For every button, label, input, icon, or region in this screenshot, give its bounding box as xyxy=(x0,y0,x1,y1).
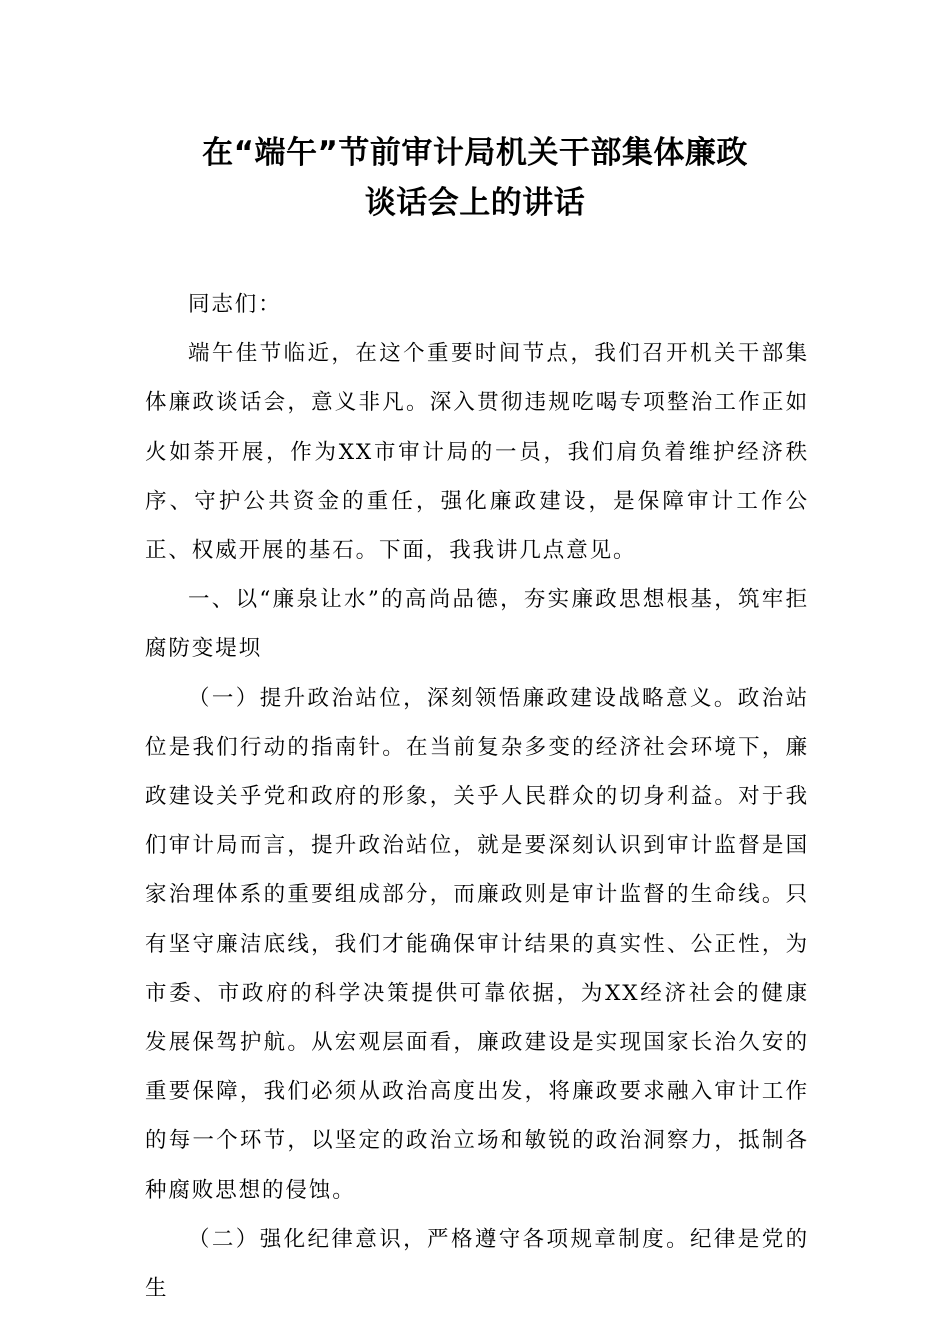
document-body xyxy=(145,280,809,1313)
title-line-2: 谈话会上的讲话 xyxy=(364,185,586,221)
salutation: 同志们： xyxy=(188,292,282,317)
title-line-1: 在“端午”节前审计局机关干部集体廉政 xyxy=(202,135,748,171)
paragraph-subsection-1: （一）提升政治站位，深刻领悟廉政建设战略意义。政治站位是我们行动的指南针。在当前复杂多变的经济社会环境下，廉政建设关乎党和政府的形象，关乎人民群众的切身利益。对于我们审计局而言，提升政治站位，就是要深刻认识到审计监督是国家治理体系的重要组成部分，而廉政则是审计监督的生命线。只有坚守廉洁底线，我们才能确保审计结果的真实性、公正性，为市委、市政府的科学决策提供可靠依据，为XX经济社会的健康发展保驾护航。从宏观层面看，廉政建设是实现国家长治久安的重要保障，我们必须从政治高度出发，将廉政要求融入审计工作的每一个环节，以坚定的政治立场和敏锐的政治洞察力，抵制各种腐败思想的侵蚀。 xyxy=(145,685,809,1203)
paragraph-subsection-2: （二）强化纪律意识，严格遵守各项规章制度。纪律是党的生 xyxy=(145,1226,809,1302)
paragraph-intro: 端午佳节临近，在这个重要时间节点，我们召开机关干部集体廉政谈话会，意义非凡。深入贯彻违规吃喝专项整治工作正如火如荼开展，作为XX市审计局的一员，我们肩负着维护经济秩序、守护公共资金的重任，强化廉政建设，是保障审计工作公正、权威开展的基石。下面，我我讲几点意见。 xyxy=(145,341,809,564)
document-title xyxy=(145,128,805,228)
section-heading-1: 一、以“廉泉让水”的高尚品德，夯实廉政思想根基，筑牢拒腐防变堤坝 xyxy=(145,587,809,662)
